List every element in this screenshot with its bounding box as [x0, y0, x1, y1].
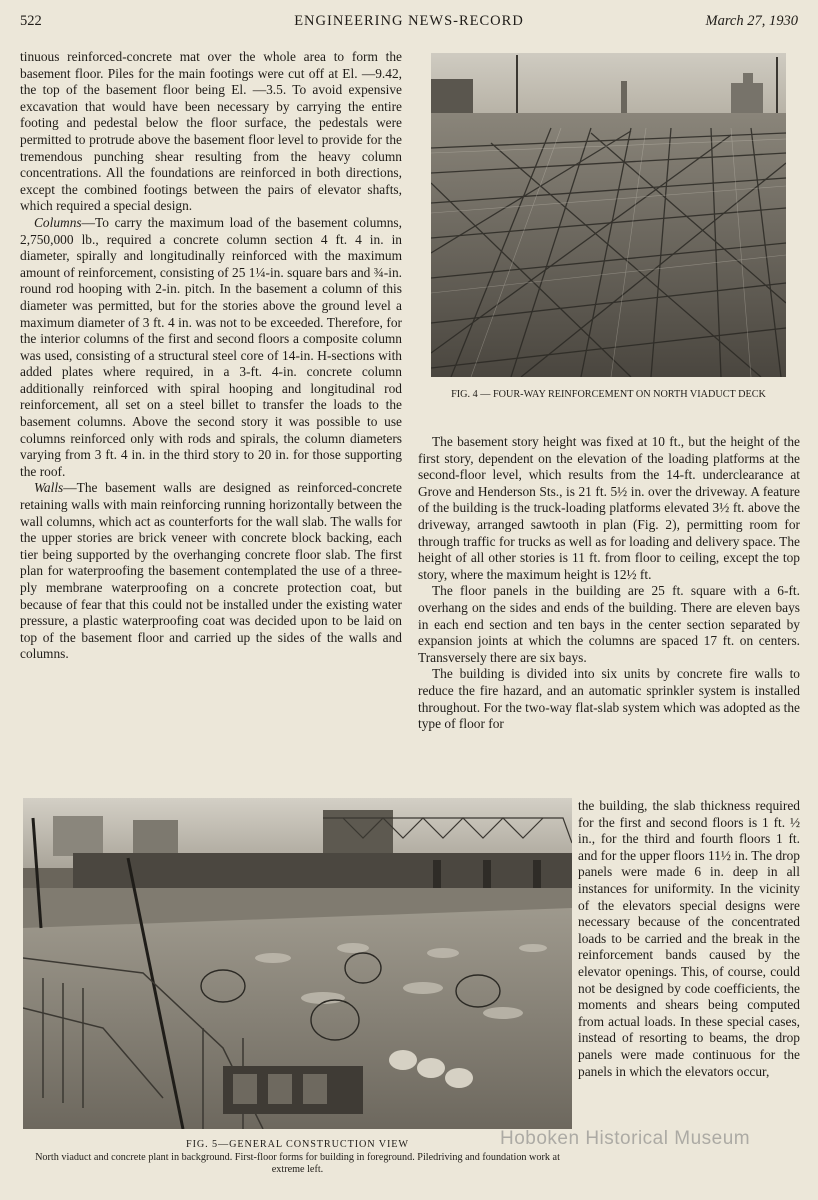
fig4-photo-drawing — [431, 53, 786, 377]
paragraph-slab-thickness: the building, the slab thickness required for the first and second floors is 1 ft. ½ in., for the third and fourth floors 1 ft. and for the upper floors 11½ in. The drop panels were made 6 in. deep in all instances for uniformity. In the vicinity of the elevators special designs were necessary because of the concentrated loads to be carried and the break in the reinforcement bands caused by the elevator openings. This, of course, could not be designed by code coefficients, the moments and shears being computed from actual loads. In these special cases, instead of resorting to beams, the drop panels were made continuous for the panels in which the elevators occur, — [578, 798, 800, 1079]
issue-date: March 27, 1930 — [705, 13, 798, 29]
fig5-caption-text: North viaduct and concrete plant in background. First-floor forms for building in foreground. Piledriving and foundation work at extreme left. — [35, 1151, 560, 1175]
journal-title: ENGINEERING NEWS-RECORD — [294, 13, 524, 29]
paragraph-fire-walls: The building is divided into six units by concrete fire walls to reduce the fire hazard, and an automatic sprinkler system is installed throughout. For the two-way flat-slab system which was adopted as the type of floor for — [418, 666, 800, 732]
fig4-photo-reinforcement — [431, 53, 786, 377]
fig4-caption: FIG. 4 — FOUR-WAY REINFORCEMENT ON NORTH VIADUCT DECK — [451, 389, 766, 400]
fig5-caption-title: FIG. 5—GENERAL CONSTRUCTION VIEW — [186, 1139, 409, 1150]
right-column — [418, 434, 800, 733]
running-header — [20, 10, 798, 32]
fig5-photo-drawing — [23, 798, 572, 1129]
fig5-caption — [23, 1139, 572, 1177]
paragraph-columns — [20, 215, 402, 481]
right-column-continuation — [578, 798, 800, 1080]
run-in-head-columns: Columns — [34, 214, 82, 230]
museum-watermark: Hoboken Historical Museum — [500, 1128, 751, 1149]
run-in-head-walls: Walls — [34, 480, 64, 496]
paragraph-foundations: tinuous reinforced-concrete mat over the whole area to form the basement floor. Piles for the main footings were cut off at El. —9.42, the top of the basement floor being El. —3.5. To avoid expensive excavation that would have been necessary by carrying the entire footing and pedestal below the floor surface, the pedestals were permitted to protrude above the basement floor level to provide for the tremendous punching shear resulting from the heavy column concentrations. All the foundations are reinforced in both directions, except the combined footings between the pairs of elevator shafts, which required a special design. — [20, 49, 402, 214]
paragraph-columns-text: —To carry the maximum load of the basement columns, 2,750,000 lb., required a concrete column section 4 ft. 4 in. in diameter, spirally and longitudinally reinforced with the maximum amount of reinforcement, consisting of 25 1¼-in. square bars and ¾-in. round rod hooping with 2-in. pitch. In the basement a column of this diameter was permitted, but for the stories above the ground level a maximum diameter of 3 ft. 4 in. was not to be exceeded. Therefore, for the interior columns of the first and second floors a composite column was used, consisting of a structural steel core of 14-in. H-sections with added plates where required, in a 3-ft. 4-in. concrete column additionally reinforced with spiral hooping and longitudinal rod reinforcement, all set on a steel billet to transfer the loads to the basement columns. Above the second story it was possible to use columns reinforced only with rods and spirals, the column diameters varying from 3 ft. 4 in. in the third story to 20 in. for those supporting the roof. — [20, 214, 402, 479]
paragraph-story-heights: The basement story height was fixed at 10 ft., but the height of the first story, dependent on the elevation of the loading platforms at the second-floor level, which results from the 14-ft. underclearance at Grove and Henderson Sts., is 21 ft. 5½ in. over the driveway. A feature of the building is the truck-loading platforms elevated 3½ ft. above the driveway, arranged sawtooth in plan (Fig. 2), permitting room for through traffic for trucks as well as for loading and delivery space. The height of all other stories is 11 ft. from floor to ceiling, except the top story, where the maximum height is 12½ ft. — [418, 434, 800, 582]
page-number: 522 — [20, 13, 42, 29]
left-column — [20, 49, 402, 663]
fig5-photo-construction-view — [23, 798, 572, 1129]
paragraph-walls-text: —The basement walls are designed as reinforced-concrete retaining walls with main reinforcing running horizontally between the wall columns, which act as counterforts for the wall slab. The walls for the upper stories are brick veneer with concrete block backing, each tier being supported by the overhanging concrete floor slab. The first plan for waterproofing the basement contemplated the use of a three-ply membrane waterproofing on a concrete protection coat, but because of fear that this could not be installed under the existing water pressure, a plastic waterproofing coat was decided upon to be laid on top of the basement floor and carried up the sides of the walls and columns. — [20, 480, 402, 662]
paragraph-walls — [20, 480, 402, 663]
paragraph-floor-panels: The floor panels in the building are 25 ft. square with a 6-ft. overhang on the sides and ends of the building. There are eleven bays in each end section and ten bays in the center section separated by expansion joints at which the columns are spaced 17 ft. on centers. Transversely there are six bays. — [418, 583, 800, 665]
